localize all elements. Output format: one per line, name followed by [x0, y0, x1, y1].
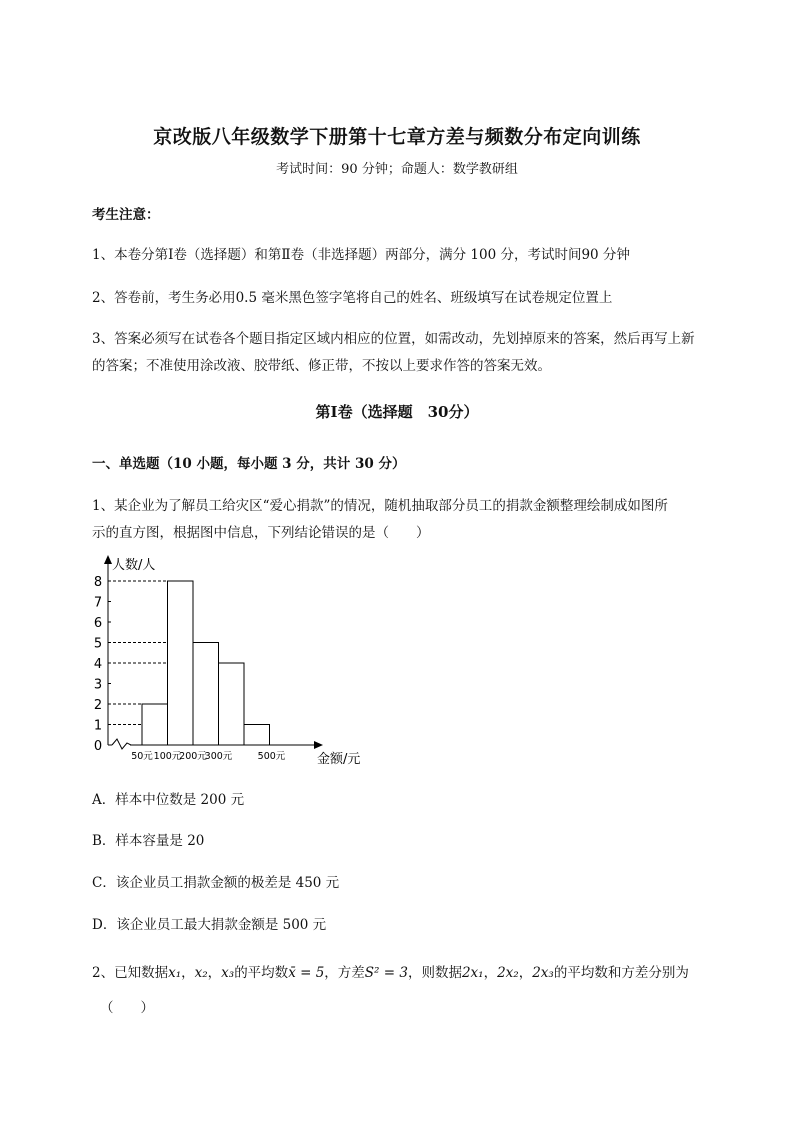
document-title: 京改版八年级数学下册第十七章方差与频数分布定向训练 [153, 126, 641, 148]
section-title: 第Ⅰ卷（选择题 30分） [315, 403, 479, 421]
y-axis-arrow [104, 555, 112, 564]
x-axis-label: 金额/元 [317, 752, 361, 767]
q2-comma-1: ， [181, 965, 195, 981]
option-c: C．该企业员工捐款金额的极差是 450 元 [92, 875, 340, 891]
y-tick-label: 7 [93, 595, 103, 611]
part-heading: 一、单选题（10 小题，每小题 3 分，共计 30 分） [92, 456, 406, 472]
q2-x1: x₁ [168, 965, 182, 981]
x-tick-label: 500元 [257, 751, 286, 762]
notice-item-3-cont: 的答案；不准使用涂改液、胶带纸、修正带，不按以上要求作答的答案无效。 [92, 358, 551, 374]
y-tick-label: 5 [93, 636, 103, 652]
q2-x2: x₂ [194, 965, 208, 981]
q2-mean: x̄ = 5 [288, 965, 325, 981]
y-tick-label: 2 [93, 698, 103, 713]
q2-y2: 2x₂ [497, 965, 519, 981]
question-2-line-1 [92, 961, 689, 981]
question-1-line-1: 1、某企业为了解员工给灾区“爱心捐款”的情况，随机抽取部分员工的捐款金额整理绘制成如图所 [92, 498, 668, 514]
y-tick-label: 3 [93, 677, 103, 693]
q2-text-3: ，方差 [324, 965, 365, 981]
histogram-bar [168, 581, 194, 745]
q2-variance: S² = 3 [364, 965, 408, 981]
y-tick-label: 6 [93, 616, 103, 631]
x-tick-label: 50元 [131, 751, 153, 762]
x-axis-arrow [314, 741, 323, 749]
q2-text-2: 的平均数 [234, 965, 289, 981]
histogram-chart [86, 550, 376, 770]
q2-y3: 2x₃ [532, 965, 554, 981]
notice-item-2: 2、答卷前，考生务必用0.5 毫米黑色签字笔将自己的姓名、班级填写在试卷规定位置上 [92, 290, 613, 306]
q2-comma-4: ， [518, 965, 533, 981]
exam-info: 考试时间：90 分钟；命题人：数学教研组 [276, 162, 518, 177]
notice-item-3: 3、答案必须写在试卷各个题目指定区域内相应的位置，如需改动，先划掉原来的答案，然后再写上新 [92, 331, 695, 347]
x-tick-label: 200元 [179, 751, 207, 762]
notice-item-1: 1、本卷分第Ⅰ卷（选择题）和第Ⅱ卷（非选择题）两部分，满分 100 分，考试时间90 分钟 [92, 247, 630, 263]
histogram-bar [244, 725, 270, 746]
option-d: D．该企业员工最大捐款金额是 500 元 [92, 917, 327, 933]
q2-text-1: 2、已知数据 [92, 965, 169, 981]
notice-heading: 考生注意： [92, 207, 160, 223]
question-1-line-2: 示的直方图，根据图中信息，下列结论错误的是（ ） [92, 525, 430, 541]
q2-text-4: ，则数据 [407, 965, 462, 981]
q2-comma-2: ， [207, 965, 222, 981]
x-tick-label: 300元 [204, 751, 233, 762]
question-2-line-2: （ ） [100, 1000, 154, 1016]
y-axis-label: 人数/人 [112, 558, 156, 573]
histogram-bar [193, 643, 219, 746]
q2-x3: x₃ [221, 965, 235, 981]
y-tick-label: 4 [93, 657, 103, 672]
q2-comma-3: ， [483, 965, 498, 981]
y-tick-label: 0 [93, 739, 103, 754]
option-b: B．样本容量是 20 [92, 833, 205, 849]
q2-y1: 2x₁ [461, 965, 484, 981]
histogram-bar [142, 704, 168, 745]
y-tick-label: 8 [93, 575, 103, 590]
x-tick-label: 100元 [153, 751, 182, 762]
y-tick-label: 1 [93, 718, 103, 734]
option-a: A．样本中位数是 200 元 [92, 792, 245, 808]
x-axis-break [112, 739, 131, 749]
histogram-bar [219, 663, 245, 745]
q2-text-5: 的平均数和方差分别为 [553, 965, 689, 981]
